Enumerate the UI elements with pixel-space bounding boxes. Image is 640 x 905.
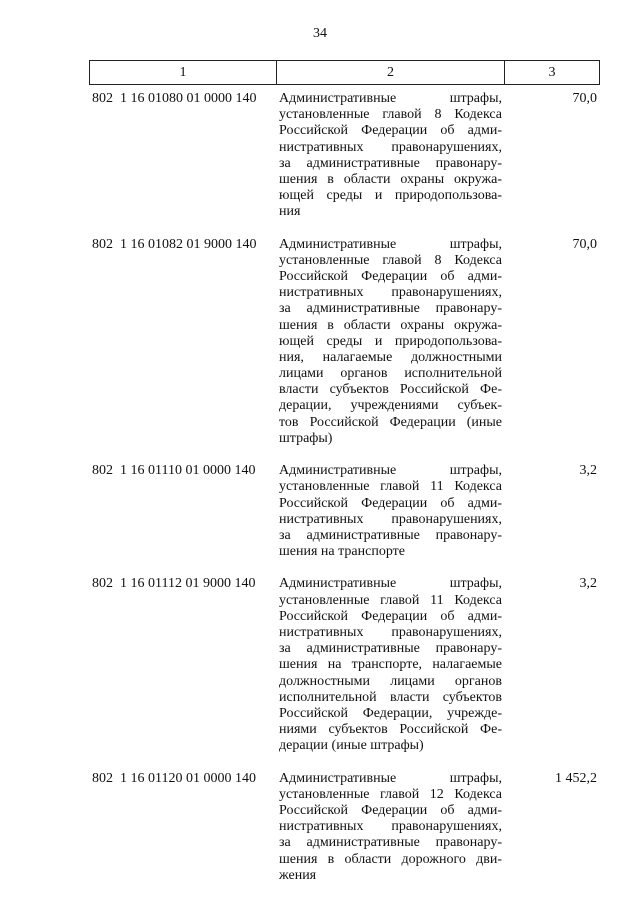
budget-code: 802 1 16 01110 01 0000 140	[92, 463, 256, 479]
budget-code: 802 1 16 01080 01 0000 140	[92, 91, 257, 106]
description-line: ния, налагаемые должностными	[279, 349, 502, 365]
description-line: за административные правонару-	[279, 155, 502, 171]
description-line: шения в области охраны окружа-	[279, 317, 502, 333]
description-line: Административные штрафы,	[279, 463, 502, 479]
description-line: ющей среды и природопользова-	[279, 333, 502, 349]
description-line: шения в области охраны окружа-	[279, 171, 502, 187]
column-header-2: 2	[277, 61, 505, 85]
page-number: 34	[313, 26, 327, 41]
amount-value: 70,0	[572, 236, 597, 252]
description-line: установленные главой 12 Кодекса	[279, 786, 502, 802]
description-line: Российской Федерации об адми-	[279, 608, 502, 624]
description-line: лицами органов исполнительной	[279, 366, 502, 382]
description-line: исполнительной власти субъектов	[279, 689, 502, 705]
description-line: ющей среды и природопользова-	[279, 188, 502, 204]
description-line: Российской Федерации об адми-	[279, 123, 502, 139]
description-line: установленные главой 11 Кодекса	[279, 479, 502, 495]
description-line: Административные штрафы,	[279, 770, 502, 786]
column-header-table	[89, 60, 600, 85]
budget-code: 802 1 16 01112 01 9000 140	[92, 576, 256, 592]
amount-value: 3,2	[579, 576, 597, 592]
description-line: жения	[279, 867, 317, 883]
column-header-row	[90, 61, 600, 85]
description-line: за административные правонару-	[279, 527, 502, 543]
description-line: тов Российской Федерации (иные	[279, 414, 502, 430]
description-line: за административные правонару-	[279, 835, 502, 851]
amount-value: 70,0	[572, 91, 597, 106]
description-line: нистративных правонарушениях,	[279, 139, 502, 155]
description-line: нистративных правонарушениях,	[279, 819, 502, 835]
income-description	[279, 237, 502, 447]
description-line: власти субъектов Российской Фе-	[279, 382, 502, 398]
description-line: шения на транспорте, налагаемые	[279, 657, 502, 673]
description-line: ниями субъектов Российской Фе-	[279, 722, 502, 738]
description-line: за административные правонару-	[279, 641, 502, 657]
income-description	[279, 463, 502, 560]
description-line: дерации, учреждениями субъек-	[279, 398, 502, 414]
description-line: ния	[279, 204, 301, 220]
amount-value: 3,2	[579, 463, 597, 479]
budget-code: 802 1 16 01120 01 0000 140	[92, 770, 256, 786]
income-description	[279, 576, 502, 754]
description-line: Российской Федерации об адми-	[279, 268, 502, 284]
column-header-1: 1	[90, 61, 277, 85]
description-line: шения на транспорте	[279, 544, 405, 560]
budget-code: 802 1 16 01082 01 9000 140	[92, 236, 257, 252]
description-line: Российской Федерации об адми-	[279, 495, 502, 511]
description-line: за административные правонару-	[279, 301, 502, 317]
description-line: должностными лицами органов	[279, 673, 502, 689]
description-line: установленные главой 8 Кодекса	[279, 107, 502, 123]
description-line: штрафы)	[279, 430, 333, 446]
description-line: Административные штрафы,	[279, 236, 502, 252]
description-line: Административные штрафы,	[279, 91, 502, 106]
description-line: нистративных правонарушениях,	[279, 624, 502, 640]
description-line: Российской Федерации, учрежде-	[279, 705, 502, 721]
description-line: Административные штрафы,	[279, 576, 502, 592]
column-header-3: 3	[505, 61, 600, 85]
description-line: дерации (иные штрафы)	[279, 738, 424, 754]
description-line: установленные главой 8 Кодекса	[279, 252, 502, 268]
description-line: Российской Федерации об адми-	[279, 802, 502, 818]
income-description	[279, 771, 502, 884]
description-line: нистративных правонарушениях,	[279, 511, 502, 527]
description-line: установленные главой 11 Кодекса	[279, 592, 502, 608]
description-line: нистративных правонарушениях,	[279, 285, 502, 301]
description-line: шения в области дорожного дви-	[279, 851, 502, 867]
amount-value: 1 452,2	[555, 770, 597, 786]
income-description	[279, 91, 502, 221]
